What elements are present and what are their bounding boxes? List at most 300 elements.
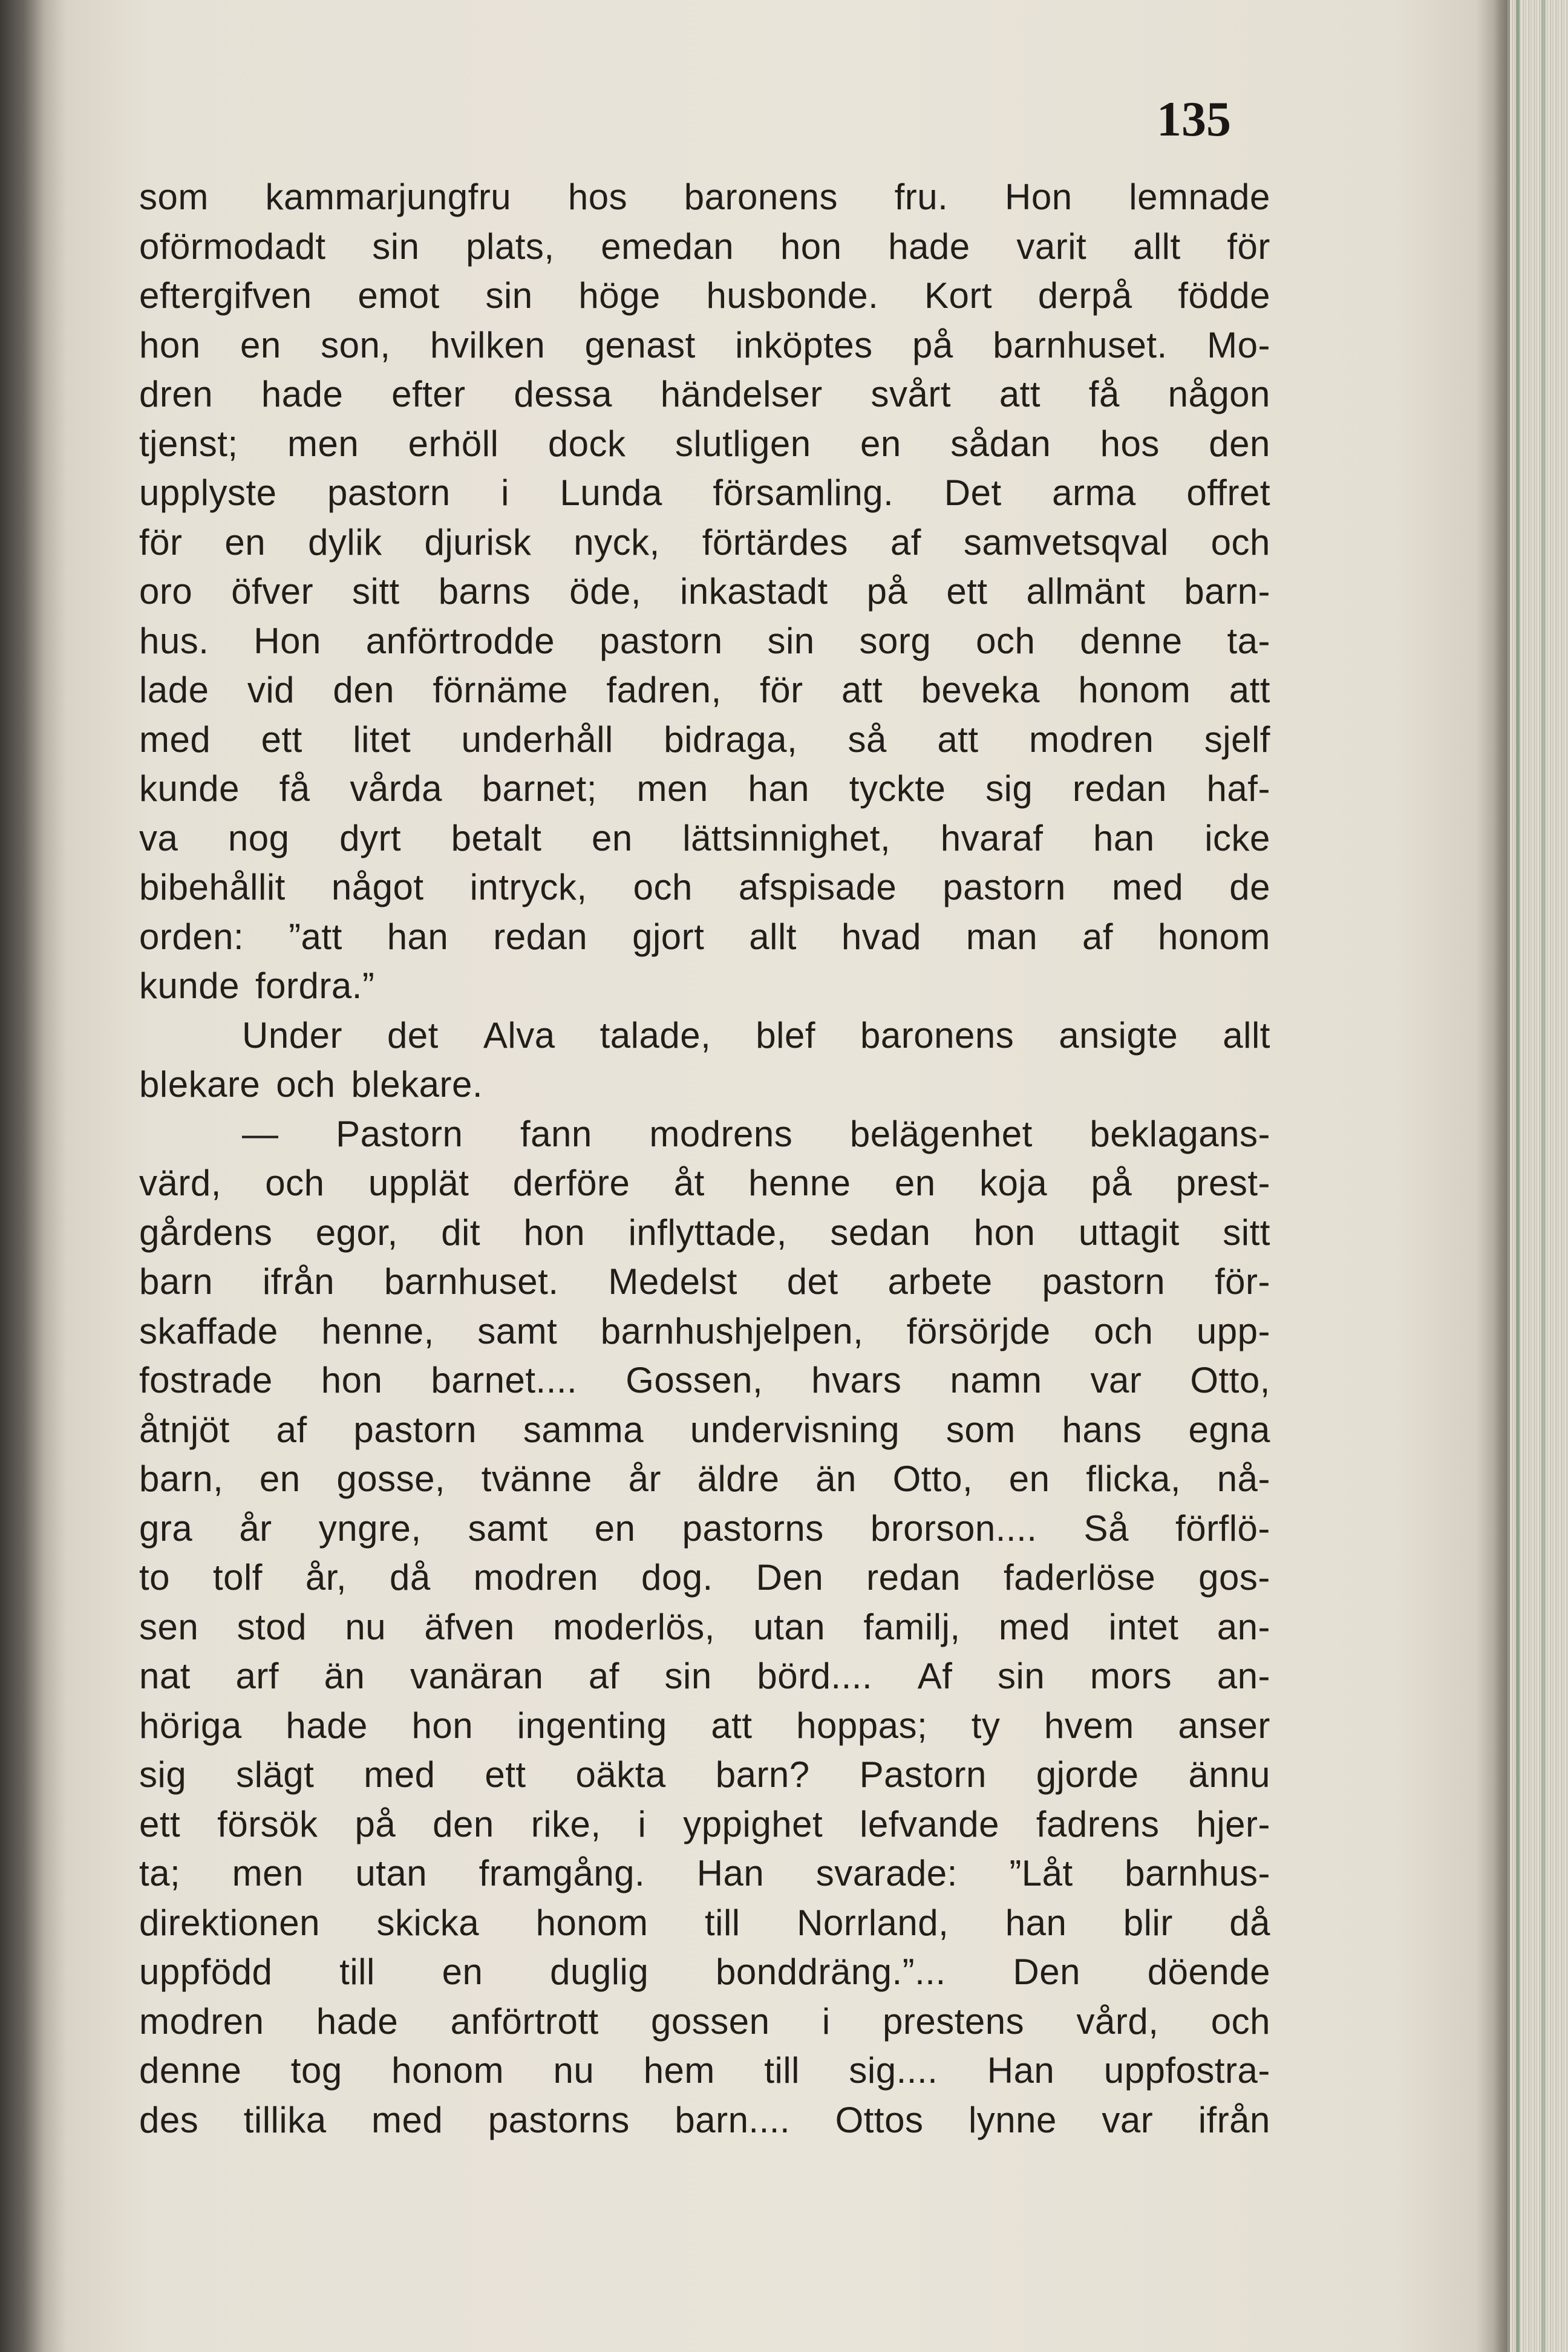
word: emedan (601, 226, 734, 267)
word: gårdens (139, 1212, 273, 1253)
word: Hon (1005, 177, 1073, 217)
word: litet (353, 719, 411, 760)
word: namn (950, 1360, 1042, 1400)
word: hade (261, 374, 344, 414)
word: hjer- (1196, 1803, 1270, 1844)
word: oro (139, 571, 193, 612)
word: uppfödd (139, 1952, 273, 1992)
text-line (139, 321, 1270, 370)
text-line (139, 665, 1270, 715)
word: och (276, 1064, 336, 1105)
word: sådan (950, 423, 1051, 464)
word: undervisning (690, 1409, 900, 1450)
word: tjenst; (139, 423, 238, 464)
word: hus. (139, 620, 209, 661)
word: som (946, 1409, 1016, 1450)
text-line (139, 1356, 1270, 1405)
word: tvänne (481, 1459, 592, 1499)
word: hoppas; (796, 1705, 928, 1746)
word: blekare. (351, 1064, 483, 1105)
word: en (591, 817, 633, 858)
word: tolf (212, 1557, 263, 1598)
word: och (1210, 2001, 1270, 2042)
word: allt (1132, 226, 1181, 267)
word: sig (139, 1754, 187, 1795)
word: sen (139, 1606, 199, 1647)
word: inflyttade, (628, 1212, 787, 1253)
text-line (139, 1849, 1270, 1898)
word: den (433, 1803, 494, 1844)
word: en (259, 1459, 301, 1499)
word: blef (756, 1014, 816, 1056)
word: erhöll (408, 423, 499, 464)
word: eftergifven (139, 275, 312, 316)
word: att (841, 670, 883, 710)
word: upplyste (139, 472, 277, 513)
word: och (265, 1163, 325, 1203)
word: barnhus- (1125, 1853, 1270, 1893)
word: modren (1028, 719, 1154, 760)
word: sitt (1223, 1212, 1270, 1253)
text-line (139, 912, 1270, 962)
word: koja (979, 1163, 1048, 1203)
word: år, (305, 1557, 347, 1598)
word: baronens (860, 1014, 1014, 1056)
text-line (139, 1011, 1270, 1060)
word: fadren, (606, 670, 722, 710)
word: svårt (871, 374, 952, 414)
word: svarade: (815, 1853, 958, 1893)
word: gossen (651, 2001, 770, 2042)
word: honom (535, 1902, 648, 1943)
text-line (139, 814, 1270, 863)
word: nu (345, 1606, 387, 1647)
word: någon (1168, 374, 1270, 414)
word: men (287, 423, 359, 464)
word: henne (748, 1163, 851, 1203)
word: han (387, 916, 449, 957)
word: af (588, 1656, 619, 1696)
word: fordra.” (255, 965, 375, 1006)
word: slägt (236, 1754, 315, 1795)
word: en (860, 423, 901, 464)
word: gos- (1198, 1557, 1270, 1598)
text-line (139, 616, 1270, 666)
word: äfven (424, 1606, 515, 1647)
word: sjelf (1204, 719, 1270, 760)
word: Under (242, 1014, 342, 1056)
word: en (240, 324, 281, 365)
word: faderlöse (1003, 1557, 1156, 1598)
word: äldre (697, 1459, 780, 1499)
word: ingenting (517, 1705, 667, 1746)
word: redan (493, 916, 588, 957)
word: var (1102, 2099, 1154, 2140)
word: lade (139, 670, 209, 710)
word: öfver (231, 571, 314, 612)
word: genast (584, 324, 696, 365)
word: lättsinnighet, (682, 817, 891, 858)
word: stod (237, 1606, 307, 1647)
word: det (786, 1261, 838, 1302)
word: varit (1016, 226, 1087, 267)
word: och (1094, 1310, 1154, 1351)
word: Ottos (835, 2099, 924, 2140)
word: barn? (715, 1754, 810, 1795)
word: samvetsqval (963, 521, 1169, 563)
word: ett (485, 1754, 526, 1795)
word: an- (1217, 1606, 1270, 1647)
word: pastorns (682, 1508, 824, 1549)
word: ett (139, 1803, 181, 1844)
word: en (224, 521, 266, 563)
word: familj, (863, 1606, 961, 1647)
word: barnet.... (431, 1360, 578, 1400)
word: modren (473, 1557, 599, 1598)
word: med (364, 1754, 436, 1795)
word: husbonde. (706, 275, 879, 316)
word: i (822, 2001, 831, 2042)
word: baronens (684, 177, 838, 217)
word: Den (1013, 1952, 1080, 1992)
word: pastorn (599, 620, 723, 661)
word: ta; (139, 1853, 181, 1893)
word: belägenhet (849, 1113, 1033, 1154)
word: och (976, 620, 1036, 661)
word: Lunda (560, 472, 662, 513)
word: hvad (841, 916, 921, 957)
word: nu (553, 2050, 595, 2091)
word: gra (139, 1508, 193, 1549)
word: barnhuset. (384, 1261, 559, 1302)
word: honom (391, 2050, 505, 2091)
word: höriga (139, 1705, 242, 1746)
text-line (139, 715, 1270, 765)
word: haf- (1206, 768, 1270, 809)
word: Det (944, 472, 1002, 513)
word: förflö- (1175, 1508, 1270, 1549)
word: då (1229, 1902, 1270, 1943)
text-line (139, 1750, 1270, 1800)
word: men (232, 1853, 304, 1893)
word: ifrån (1198, 2099, 1270, 2140)
word: försök (217, 1803, 318, 1844)
word: hon (523, 1212, 586, 1253)
text-line (139, 222, 1270, 272)
word: döende (1147, 1952, 1270, 1992)
word: värd, (139, 1163, 221, 1203)
text-line (139, 1109, 1270, 1159)
word: skaffade (139, 1310, 278, 1351)
word: yngre, (318, 1508, 422, 1549)
word: son, (321, 324, 391, 365)
word: på (354, 1803, 396, 1844)
word: gjorde (1036, 1754, 1139, 1795)
word: allt (749, 916, 797, 957)
word: modrens (649, 1113, 793, 1154)
word: tillika (243, 2099, 327, 2140)
word: kammarjungfru (265, 177, 512, 217)
word: duglig (550, 1952, 649, 1992)
word: hade (316, 2001, 399, 2042)
word: lemnade (1129, 177, 1270, 217)
word: lefvande (860, 1803, 999, 1844)
word: des (139, 2099, 199, 2140)
word: honom (1158, 916, 1270, 957)
word: rike, (531, 1803, 601, 1844)
word: dit (441, 1212, 481, 1253)
word: pastorn (942, 867, 1066, 907)
word: något (331, 867, 424, 907)
word: bibehållit (139, 867, 286, 907)
word: församling. (713, 472, 894, 513)
word: anförtrott (450, 2001, 599, 2042)
word: sin (998, 1656, 1045, 1696)
word: hvilken (430, 324, 546, 365)
word: vanäran (410, 1656, 544, 1696)
text-line (139, 1947, 1270, 1997)
word: anförtrodde (365, 620, 555, 661)
word: hans (1062, 1409, 1142, 1450)
body-text (139, 172, 1270, 2145)
word: nyck, (573, 521, 660, 563)
word: — (242, 1113, 279, 1154)
text-line (139, 1158, 1270, 1208)
text-line (139, 961, 1270, 1011)
text-line (139, 518, 1270, 567)
word: redan (1072, 768, 1167, 809)
word: framgång. (479, 1853, 645, 1893)
text-line (139, 863, 1270, 912)
word: mors (1089, 1656, 1172, 1696)
word: efter (391, 374, 466, 414)
word: prest- (1175, 1163, 1270, 1203)
word: upplät (368, 1163, 469, 1203)
text-line (139, 468, 1270, 518)
word: betalt (451, 817, 542, 858)
word: Otto, (1190, 1360, 1270, 1400)
word: Otto, (892, 1459, 973, 1499)
word: pastorn (327, 472, 451, 513)
word: barnhuset. (993, 324, 1168, 365)
word: ett (946, 571, 988, 612)
word: tyckte (849, 768, 946, 809)
word: ”att (289, 916, 342, 957)
word: då (389, 1557, 431, 1598)
word: nat (139, 1656, 191, 1696)
word: nog (227, 817, 290, 858)
word: hon (321, 1360, 383, 1400)
word: orden: (139, 916, 244, 957)
word: uttagit (1078, 1212, 1180, 1253)
word: ”Låt (1009, 1853, 1073, 1893)
word: ta- (1227, 620, 1270, 661)
word: upp- (1196, 1310, 1270, 1351)
word: sin (767, 620, 815, 661)
word: förnäme (433, 670, 568, 710)
text-line (139, 172, 1270, 222)
word: underhåll (461, 719, 613, 760)
word: än (324, 1656, 365, 1696)
text-line (139, 1060, 1270, 1109)
word: kunde (139, 965, 240, 1006)
word: med (139, 719, 211, 760)
word: barn.... (675, 2099, 791, 2140)
word: sitt (352, 571, 400, 612)
word: intet (1108, 1606, 1179, 1647)
word: med (1111, 867, 1184, 907)
word: barn, (139, 1459, 224, 1499)
word: arf (235, 1656, 279, 1696)
word: den (1209, 423, 1270, 464)
word: händelser (660, 374, 823, 414)
word: inkastadt (680, 571, 828, 612)
word: Medelst (608, 1261, 737, 1302)
text-line (139, 567, 1270, 616)
text-line (139, 1898, 1270, 1948)
word: dock (547, 423, 626, 464)
word: och (633, 867, 693, 907)
text-line (139, 1651, 1270, 1701)
word: dylik (308, 521, 382, 563)
word: sin (372, 226, 420, 267)
word: med (998, 1606, 1071, 1647)
word: sin (664, 1656, 712, 1696)
word: fostrade (139, 1360, 273, 1400)
text-line (139, 1405, 1270, 1455)
text-line (139, 764, 1270, 814)
edge-stain-line (1516, 0, 1520, 2352)
word: ett (261, 719, 302, 760)
word: Af (917, 1656, 953, 1696)
word: va (139, 817, 178, 858)
word: att (937, 719, 979, 760)
word: honom (1078, 670, 1191, 710)
word: barnhushjelpen, (600, 1310, 864, 1351)
word: hon (411, 1705, 474, 1746)
word: blekare (139, 1064, 261, 1105)
word: var (1090, 1360, 1142, 1400)
word: hem (643, 2050, 715, 2091)
word: Gossen, (626, 1360, 763, 1400)
word: att (1229, 670, 1270, 710)
word: djurisk (424, 521, 532, 563)
word: afspisade (738, 867, 897, 907)
word: en (442, 1952, 483, 1992)
word: skicka (376, 1902, 480, 1943)
text-line (139, 1504, 1270, 1553)
word: samt (477, 1310, 558, 1351)
word: Norrland, (797, 1902, 949, 1943)
text-line (139, 1257, 1270, 1307)
word: offret (1186, 472, 1270, 513)
word: bidraga, (664, 719, 798, 760)
word: fann (520, 1113, 592, 1154)
word: lynne (968, 2099, 1057, 2140)
word: för (760, 670, 803, 710)
word: födde (1178, 275, 1270, 316)
word: inköptes (735, 324, 873, 365)
word: af (890, 521, 921, 563)
word: hos (567, 177, 628, 217)
word: det (387, 1014, 439, 1056)
word: moderlös, (553, 1606, 715, 1647)
word: man (965, 916, 1038, 957)
word: sorg (859, 620, 932, 661)
word: uppfostra- (1103, 2050, 1270, 2091)
word: redan (866, 1557, 961, 1598)
word: som (139, 177, 209, 217)
word: vård, (1076, 2001, 1159, 2042)
word: börd.... (757, 1656, 873, 1696)
word: en (894, 1163, 936, 1203)
word: åtnjöt (139, 1409, 230, 1450)
word: arma (1052, 472, 1136, 513)
word: Den (756, 1557, 824, 1598)
word: Så (1083, 1508, 1129, 1549)
text-line (139, 1454, 1270, 1504)
word: hade (286, 1705, 368, 1746)
word: en (594, 1508, 636, 1549)
word: hon (139, 324, 201, 365)
word: denne (1080, 620, 1183, 661)
word: pastorns (488, 2099, 630, 2140)
word: emot (358, 275, 440, 316)
word: dren (139, 374, 214, 414)
word: för- (1214, 1261, 1270, 1302)
word: Pastorn (336, 1113, 463, 1154)
word: med (371, 2099, 443, 2140)
word: förtärdes (702, 521, 848, 563)
word: gjort (632, 916, 705, 957)
word: Mo- (1207, 324, 1270, 365)
word: och (1210, 521, 1270, 563)
word: af (276, 1409, 307, 1450)
word: han (1005, 1902, 1067, 1943)
word: barnet; (482, 768, 597, 809)
word: fadrens (1036, 1803, 1160, 1844)
word: i (501, 472, 509, 513)
word: slutligen (675, 423, 811, 464)
word: Kort (924, 275, 992, 316)
word: till (339, 1952, 375, 1992)
word: till (704, 1902, 740, 1943)
word: henne, (321, 1310, 434, 1351)
page-edge-shadow (1494, 0, 1510, 2352)
word: på (1091, 1163, 1132, 1203)
word: försörjde (906, 1310, 1051, 1351)
word: i (638, 1803, 647, 1844)
word: intryck, (469, 867, 587, 907)
word: Hon (253, 620, 321, 661)
word: hade (888, 226, 970, 267)
word: gosse, (336, 1459, 446, 1499)
word: få (279, 768, 310, 809)
word: nå- (1217, 1459, 1270, 1499)
word: prestens (883, 2001, 1025, 2042)
word: år (239, 1508, 272, 1549)
word: blir (1123, 1902, 1173, 1943)
word: beklagans- (1089, 1113, 1270, 1154)
word: tog (290, 2050, 342, 2091)
page-number: 135 (1157, 91, 1231, 146)
word: år (628, 1459, 661, 1499)
text-line (139, 1800, 1270, 1849)
word: vid (247, 670, 295, 710)
word: han (1093, 817, 1155, 858)
word: kunde (139, 768, 240, 809)
word: för (139, 521, 183, 563)
